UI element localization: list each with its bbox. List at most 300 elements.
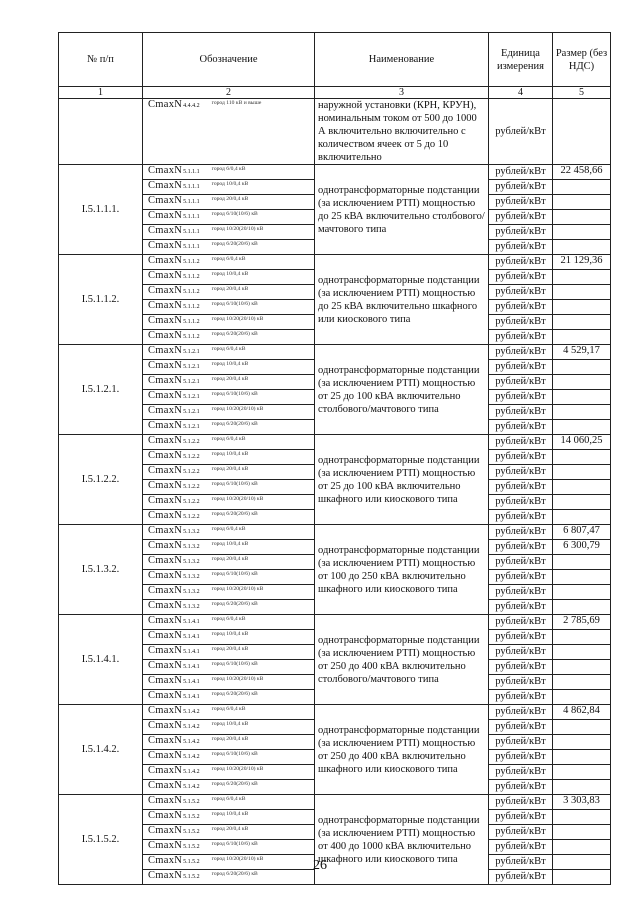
designation-note: город 10/20(20/10) кВ xyxy=(211,856,264,862)
designation-cell xyxy=(143,540,315,555)
unit-cell: рублей/кВт xyxy=(489,855,553,870)
unit-cell: рублей/кВт xyxy=(489,255,553,270)
designation-subscript: 5.1.1.2 xyxy=(183,259,200,265)
designation-code: CmaxN xyxy=(148,630,183,641)
designation-code: CmaxN xyxy=(148,300,183,311)
designation-subscript: 5.1.4.2 xyxy=(183,739,200,745)
unit-cell: рублей/кВт xyxy=(489,765,553,780)
table-row xyxy=(59,795,611,810)
designation-note: город 6/20(20/6) кВ xyxy=(211,331,258,337)
designation-cell xyxy=(143,225,315,240)
designation-subscript: 5.1.2.1 xyxy=(183,364,200,370)
value-cell xyxy=(553,480,611,495)
value-cell xyxy=(553,420,611,435)
designation-cell xyxy=(143,750,315,765)
tariff-table xyxy=(58,32,611,885)
designation-subscript: 5.1.2.2 xyxy=(183,439,200,445)
designation-subscript: 5.1.4.2 xyxy=(183,754,200,760)
value-cell xyxy=(553,585,611,600)
name-cell: однотрансформаторные подстанции (за исключением РТП) мощностью от 100 до 250 кВА включительно шкафного или киоскового типа xyxy=(315,525,489,615)
designation-note: город 10/0,4 кВ xyxy=(211,451,249,457)
table-row xyxy=(59,615,611,630)
designation-note: город 10/0,4 кВ xyxy=(211,631,249,637)
name-cell: однотрансформаторные подстанции (за исключением РТП) мощностью от 250 до 400 кВА включительно столбового/мачтового типа xyxy=(315,615,489,705)
row-number-cell: I.5.1.1.2. xyxy=(59,255,143,345)
designation-code: CmaxN xyxy=(148,825,183,836)
table-row xyxy=(59,99,611,165)
designation-note: город 20/0,4 кВ xyxy=(211,556,249,562)
designation-note: город 20/0,4 кВ xyxy=(211,376,249,382)
value-cell: 6 807,47 xyxy=(553,525,611,540)
designation-subscript: 5.1.4.2 xyxy=(183,784,200,790)
designation-subscript: 5.1.4.1 xyxy=(183,679,200,685)
designation-code: CmaxN xyxy=(148,750,183,761)
row-number-cell: I.5.1.4.2. xyxy=(59,705,143,795)
designation-subscript: 5.1.1.1 xyxy=(183,169,200,175)
designation-code: CmaxN xyxy=(148,675,183,686)
designation-cell xyxy=(143,375,315,390)
designation-subscript: 5.1.4.1 xyxy=(183,649,200,655)
row-number-cell: I.5.1.2.1. xyxy=(59,345,143,435)
designation-code: CmaxN xyxy=(148,585,183,596)
designation-cell xyxy=(143,315,315,330)
value-cell xyxy=(553,630,611,645)
designation-note: город 6/0,4 кВ xyxy=(211,616,246,622)
designation-code: CmaxN xyxy=(148,240,183,251)
designation-code: CmaxN xyxy=(148,555,183,566)
designation-code: CmaxN xyxy=(148,690,183,701)
unit-cell: рублей/кВт xyxy=(489,630,553,645)
value-cell xyxy=(553,210,611,225)
designation-note: город 6/10(10/6) кВ xyxy=(211,301,258,307)
designation-cell xyxy=(143,210,315,225)
value-cell xyxy=(553,300,611,315)
designation-code: CmaxN xyxy=(148,345,183,356)
designation-note: город 10/0,4 кВ xyxy=(211,721,249,727)
unit-cell: рублей/кВт xyxy=(489,750,553,765)
value-cell: 21 129,36 xyxy=(553,255,611,270)
designation-code: CmaxN xyxy=(148,255,183,266)
unit-cell: рублей/кВт xyxy=(489,480,553,495)
unit-cell: рублей/кВт xyxy=(489,690,553,705)
designation-note: город 6/10(10/6) кВ xyxy=(211,211,258,217)
designation-code: CmaxN xyxy=(148,810,183,821)
designation-code: CmaxN xyxy=(148,465,183,476)
unit-cell: рублей/кВт xyxy=(489,675,553,690)
designation-subscript: 5.1.1.1 xyxy=(183,229,200,235)
designation-code: CmaxN xyxy=(148,615,183,626)
designation-subscript: 5.1.1.2 xyxy=(183,334,200,340)
designation-code: CmaxN xyxy=(148,420,183,431)
designation-subscript: 5.1.2.1 xyxy=(183,394,200,400)
value-cell xyxy=(553,825,611,840)
designation-subscript: 5.1.3.2 xyxy=(183,574,200,580)
designation-cell xyxy=(143,645,315,660)
value-cell xyxy=(553,735,611,750)
designation-subscript: 5.1.1.2 xyxy=(183,289,200,295)
designation-subscript: 5.1.1.2 xyxy=(183,304,200,310)
designation-cell xyxy=(143,675,315,690)
designation-note: город 10/20(20/10) кВ xyxy=(211,586,264,592)
designation-note: город 20/0,4 кВ xyxy=(211,736,249,742)
row-number-cell: I.5.1.1.1. xyxy=(59,165,143,255)
designation-cell xyxy=(143,180,315,195)
designation-code: CmaxN xyxy=(148,360,183,371)
table-row xyxy=(59,705,611,720)
designation-cell xyxy=(143,810,315,825)
name-cell: однотрансформаторные подстанции (за исключением РТП) мощностью до 25 кВА включительно шкафного или киоскового типа xyxy=(315,255,489,345)
designation-note: город 10/0,4 кВ xyxy=(211,271,249,277)
designation-note: город 110 кВ и выше xyxy=(211,100,262,106)
value-cell xyxy=(553,225,611,240)
value-cell xyxy=(553,450,611,465)
designation-cell xyxy=(143,435,315,450)
value-cell xyxy=(553,315,611,330)
designation-note: город 6/20(20/6) кВ xyxy=(211,871,258,877)
designation-code: CmaxN xyxy=(148,180,183,191)
column-number: 4 xyxy=(489,87,553,99)
designation-code: CmaxN xyxy=(148,855,183,866)
designation-code: CmaxN xyxy=(148,195,183,206)
value-cell xyxy=(553,285,611,300)
designation-code: CmaxN xyxy=(148,315,183,326)
value-cell xyxy=(553,645,611,660)
designation-note: город 10/20(20/10) кВ xyxy=(211,496,264,502)
value-cell xyxy=(553,465,611,480)
unit-cell: рублей/кВт xyxy=(489,600,553,615)
designation-code: CmaxN xyxy=(148,660,183,671)
designation-cell xyxy=(143,690,315,705)
designation-code: CmaxN xyxy=(148,780,183,791)
designation-code: CmaxN xyxy=(148,540,183,551)
designation-code: CmaxN xyxy=(148,600,183,611)
designation-subscript: 5.1.2.2 xyxy=(183,469,200,475)
designation-cell xyxy=(143,345,315,360)
header-number: № п/п xyxy=(59,33,143,87)
value-cell xyxy=(553,180,611,195)
designation-subscript: 5.1.1.1 xyxy=(183,199,200,205)
designation-note: город 6/0,4 кВ xyxy=(211,526,246,532)
designation-code: CmaxN xyxy=(148,165,183,176)
designation-cell xyxy=(143,465,315,480)
name-cell: однотрансформаторные подстанции (за исключением РТП) мощностью от 25 до 100 кВА включительно шкафного или киоскового типа xyxy=(315,435,489,525)
name-cell: однотрансформаторные подстанции (за исключением РТП) мощностью от 25 до 100 кВА включительно столбового/мачтового типа xyxy=(315,345,489,435)
designation-code: CmaxN xyxy=(148,645,183,656)
designation-cell xyxy=(143,495,315,510)
designation-code: CmaxN xyxy=(148,570,183,581)
designation-cell xyxy=(143,765,315,780)
unit-cell: рублей/кВт xyxy=(489,240,553,255)
designation-note: город 6/0,4 кВ xyxy=(211,706,246,712)
designation-note: город 20/0,4 кВ xyxy=(211,826,249,832)
value-cell xyxy=(553,780,611,795)
designation-cell xyxy=(143,405,315,420)
designation-code: CmaxN xyxy=(148,480,183,491)
designation-subscript: 5.1.3.2 xyxy=(183,559,200,565)
value-cell xyxy=(553,600,611,615)
name-cell: наружной установки (КРН, КРУН), номинальным током от 500 до 1000 А включительно включительно с количеством ячеек от 5 до 10 включительно xyxy=(315,99,489,165)
unit-cell: рублей/кВт xyxy=(489,360,553,375)
designation-cell xyxy=(143,735,315,750)
designation-note: город 6/20(20/6) кВ xyxy=(211,601,258,607)
value-cell xyxy=(553,675,611,690)
designation-cell xyxy=(143,450,315,465)
designation-code: CmaxN xyxy=(148,510,183,521)
designation-subscript: 5.1.5.2 xyxy=(183,814,200,820)
designation-note: город 6/20(20/6) кВ xyxy=(211,691,258,697)
unit-cell: рублей/кВт xyxy=(489,180,553,195)
designation-subscript: 5.1.2.2 xyxy=(183,499,200,505)
unit-cell: рублей/кВт xyxy=(489,735,553,750)
designation-cell xyxy=(143,300,315,315)
designation-subscript: 5.1.4.1 xyxy=(183,694,200,700)
table-row xyxy=(59,165,611,180)
designation-cell xyxy=(143,270,315,285)
unit-cell: рублей/кВт xyxy=(489,705,553,720)
value-cell xyxy=(553,690,611,705)
unit-cell: рублей/кВт xyxy=(489,570,553,585)
unit-cell: рублей/кВт xyxy=(489,525,553,540)
designation-note: город 6/10(10/6) кВ xyxy=(211,391,258,397)
designation-subscript: 5.1.3.2 xyxy=(183,529,200,535)
designation-note: город 6/10(10/6) кВ xyxy=(211,841,258,847)
unit-cell: рублей/кВт xyxy=(489,540,553,555)
designation-subscript: 5.1.1.2 xyxy=(183,274,200,280)
row-number-cell: I.5.1.2.2. xyxy=(59,435,143,525)
unit-cell: рублей/кВт xyxy=(489,555,553,570)
value-cell xyxy=(553,750,611,765)
designation-subscript: 5.1.5.2 xyxy=(183,844,200,850)
designation-cell xyxy=(143,255,315,270)
header-unit: Единица измерения xyxy=(489,33,553,87)
header-size: Размер (без НДС) xyxy=(553,33,611,87)
designation-subscript: 5.1.2.1 xyxy=(183,379,200,385)
designation-note: город 20/0,4 кВ xyxy=(211,466,249,472)
value-cell: 4 862,84 xyxy=(553,705,611,720)
designation-cell xyxy=(143,285,315,300)
column-number-row xyxy=(59,87,611,99)
designation-subscript: 5.1.2.2 xyxy=(183,454,200,460)
designation-code: CmaxN xyxy=(148,450,183,461)
designation-cell xyxy=(143,510,315,525)
designation-code: CmaxN xyxy=(148,870,183,881)
designation-note: город 6/0,4 кВ xyxy=(211,166,246,172)
designation-code: CmaxN xyxy=(148,840,183,851)
designation-note: город 10/20(20/10) кВ xyxy=(211,766,264,772)
unit-cell: рублей/кВт xyxy=(489,840,553,855)
unit-cell: рублей/кВт xyxy=(489,435,553,450)
designation-note: город 10/20(20/10) кВ xyxy=(211,676,264,682)
value-cell: 2 785,69 xyxy=(553,615,611,630)
unit-cell: рублей/кВт xyxy=(489,405,553,420)
table-row xyxy=(59,345,611,360)
designation-note: город 6/10(10/6) кВ xyxy=(211,661,258,667)
designation-code: CmaxN xyxy=(148,435,183,446)
unit-cell: рублей/кВт xyxy=(489,285,553,300)
unit-cell: рублей/кВт xyxy=(489,165,553,180)
value-cell xyxy=(553,720,611,735)
value-cell xyxy=(553,330,611,345)
designation-subscript: 5.1.1.1 xyxy=(183,214,200,220)
designation-subscript: 5.1.5.2 xyxy=(183,799,200,805)
unit-cell: рублей/кВт xyxy=(489,510,553,525)
header-designation: Обозначение xyxy=(143,33,315,87)
value-cell xyxy=(553,99,611,165)
designation-note: город 10/0,4 кВ xyxy=(211,541,249,547)
column-number: 2 xyxy=(143,87,315,99)
designation-subscript: 5.1.2.2 xyxy=(183,514,200,520)
name-cell: однотрансформаторные подстанции (за исключением РТП) мощностью от 400 до 1000 кВА включительно шкафного или киоскового типа xyxy=(315,795,489,885)
designation-cell xyxy=(143,780,315,795)
value-cell xyxy=(553,360,611,375)
designation-subscript: 5.1.4.1 xyxy=(183,619,200,625)
unit-cell: рублей/кВт xyxy=(489,615,553,630)
designation-subscript: 5.1.2.1 xyxy=(183,409,200,415)
row-number-cell: I.5.1.4.1. xyxy=(59,615,143,705)
value-cell xyxy=(553,240,611,255)
designation-subscript: 5.1.1.1 xyxy=(183,244,200,250)
unit-cell: рублей/кВт xyxy=(489,210,553,225)
designation-cell xyxy=(143,795,315,810)
designation-code: CmaxN xyxy=(148,765,183,776)
designation-note: город 6/10(10/6) кВ xyxy=(211,481,258,487)
unit-cell: рублей/кВт xyxy=(489,795,553,810)
designation-subscript: 5.1.1.1 xyxy=(183,184,200,190)
designation-subscript: 5.1.2.1 xyxy=(183,349,200,355)
designation-note: город 20/0,4 кВ xyxy=(211,646,249,652)
designation-code: CmaxN xyxy=(148,270,183,281)
unit-cell: рублей/кВт xyxy=(489,465,553,480)
unit-cell: рублей/кВт xyxy=(489,420,553,435)
designation-cell xyxy=(143,600,315,615)
designation-subscript: 5.1.4.2 xyxy=(183,769,200,775)
column-number: 1 xyxy=(59,87,143,99)
designation-cell xyxy=(143,420,315,435)
designation-cell xyxy=(143,555,315,570)
unit-cell: рублей/кВт xyxy=(489,870,553,885)
designation-cell xyxy=(143,480,315,495)
designation-note: город 10/20(20/10) кВ xyxy=(211,406,264,412)
row-number-cell xyxy=(59,99,143,165)
designation-subscript: 5.1.3.2 xyxy=(183,589,200,595)
value-cell xyxy=(553,195,611,210)
designation-code: CmaxN xyxy=(148,795,183,806)
designation-note: город 6/0,4 кВ xyxy=(211,436,246,442)
designation-code: CmaxN xyxy=(148,330,183,341)
page-number: 26 xyxy=(313,858,327,873)
unit-cell: рублей/кВт xyxy=(489,660,553,675)
unit-cell: рублей/кВт xyxy=(489,720,553,735)
designation-note: город 6/20(20/6) кВ xyxy=(211,511,258,517)
column-number: 5 xyxy=(553,87,611,99)
value-cell: 14 060,25 xyxy=(553,435,611,450)
designation-code: CmaxN xyxy=(148,210,183,221)
unit-cell: рублей/кВт xyxy=(489,495,553,510)
designation-subscript: 5.1.4.2 xyxy=(183,724,200,730)
designation-note: город 6/0,4 кВ xyxy=(211,796,246,802)
table-header-row xyxy=(59,33,611,87)
column-number: 3 xyxy=(315,87,489,99)
table-row xyxy=(59,435,611,450)
name-cell: однотрансформаторные подстанции (за исключением РТП) мощностью от 250 до 400 кВА включительно шкафного или киоскового типа xyxy=(315,705,489,795)
value-cell xyxy=(553,390,611,405)
designation-cell xyxy=(143,840,315,855)
value-cell: 4 529,17 xyxy=(553,345,611,360)
designation-subscript: 5.1.5.2 xyxy=(183,829,200,835)
designation-note: город 6/20(20/6) кВ xyxy=(211,241,258,247)
designation-code: CmaxN xyxy=(148,99,183,110)
designation-cell xyxy=(143,195,315,210)
unit-cell: рублей/кВт xyxy=(489,585,553,600)
designation-cell xyxy=(143,705,315,720)
designation-cell xyxy=(143,525,315,540)
designation-note: город 10/0,4 кВ xyxy=(211,361,249,367)
row-number-cell: I.5.1.5.2. xyxy=(59,795,143,885)
designation-code: CmaxN xyxy=(148,705,183,716)
designation-code: CmaxN xyxy=(148,735,183,746)
designation-subscript: 5.1.4.1 xyxy=(183,664,200,670)
value-cell xyxy=(553,495,611,510)
designation-cell xyxy=(143,360,315,375)
designation-cell xyxy=(143,660,315,675)
designation-subscript: 5.1.2.1 xyxy=(183,424,200,430)
designation-note: город 20/0,4 кВ xyxy=(211,286,249,292)
designation-subscript: 5.1.1.2 xyxy=(183,319,200,325)
value-cell xyxy=(553,270,611,285)
designation-subscript: 5.1.3.2 xyxy=(183,544,200,550)
designation-note: город 6/0,4 кВ xyxy=(211,256,246,262)
value-cell xyxy=(553,660,611,675)
designation-cell xyxy=(143,825,315,840)
designation-note: город 6/10(10/6) кВ xyxy=(211,571,258,577)
designation-subscript: 5.1.3.2 xyxy=(183,604,200,610)
designation-cell xyxy=(143,585,315,600)
designation-code: CmaxN xyxy=(148,225,183,236)
table-row xyxy=(59,255,611,270)
designation-note: город 6/10(10/6) кВ xyxy=(211,751,258,757)
designation-note: город 10/20(20/10) кВ xyxy=(211,226,264,232)
designation-note: город 20/0,4 кВ xyxy=(211,196,249,202)
designation-code: CmaxN xyxy=(148,375,183,386)
designation-cell xyxy=(143,615,315,630)
designation-code: CmaxN xyxy=(148,405,183,416)
designation-subscript: 5.1.4.1 xyxy=(183,634,200,640)
designation-cell xyxy=(143,165,315,180)
designation-code: CmaxN xyxy=(148,495,183,506)
value-cell xyxy=(553,765,611,780)
value-cell: 3 303,83 xyxy=(553,795,611,810)
value-cell: 6 300,79 xyxy=(553,540,611,555)
unit-cell: рублей/кВт xyxy=(489,270,553,285)
designation-note: город 6/20(20/6) кВ xyxy=(211,421,258,427)
designation-subscript: 4.4.4.2 xyxy=(183,103,200,109)
designation-cell xyxy=(143,99,315,165)
designation-cell xyxy=(143,630,315,645)
designation-code: CmaxN xyxy=(148,285,183,296)
designation-code: CmaxN xyxy=(148,720,183,731)
value-cell xyxy=(553,840,611,855)
unit-cell: рублей/кВт xyxy=(489,645,553,660)
designation-note: город 6/20(20/6) кВ xyxy=(211,781,258,787)
designation-subscript: 5.1.5.2 xyxy=(183,874,200,880)
designation-note: город 10/0,4 кВ xyxy=(211,181,249,187)
designation-cell xyxy=(143,720,315,735)
designation-subscript: 5.1.2.2 xyxy=(183,484,200,490)
designation-subscript: 5.1.4.2 xyxy=(183,709,200,715)
value-cell xyxy=(553,405,611,420)
designation-subscript: 5.1.5.2 xyxy=(183,859,200,865)
unit-cell: рублей/кВт xyxy=(489,225,553,240)
